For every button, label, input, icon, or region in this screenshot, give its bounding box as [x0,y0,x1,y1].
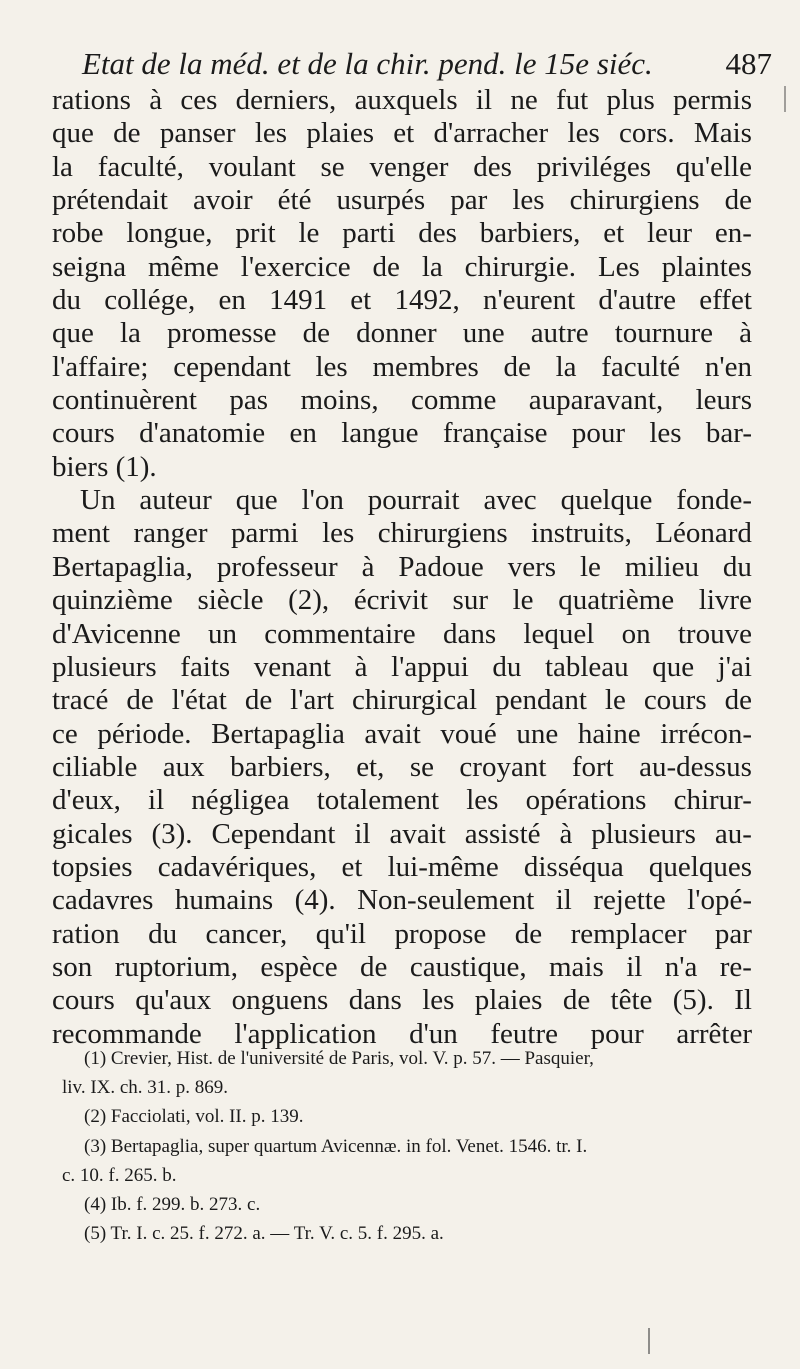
text-line: tracé de l'état de l'art chirurgical pendant le cours de [52,684,752,717]
footnote: (1) Crevier, Hist. de l'université de Paris, vol. V. p. 57. — Pasquier, [84,1048,594,1069]
text-line: ciliable aux barbiers, et, se croyant fort au-dessus [52,750,752,783]
text-line: quinzième siècle (2), écrivit sur le quatrième livre [52,584,752,617]
footnote-continuation: liv. IX. ch. 31. p. 869. [62,1077,229,1099]
text-line: Un auteur que l'on pourrait avec quelque fonde- [80,484,752,517]
text-line: que la promesse de donner une autre tournure à [52,317,752,350]
text-line: la faculté, voulant se venger des priviléges qu'elle [52,150,752,183]
text-line: d'Avicenne un commentaire dans lequel on trouve [52,617,752,650]
text-line: plusieurs faits venant à l'appui du tableau que j'ai [52,650,752,683]
text-line: l'affaire; cependant les membres de la faculté n'en [52,350,752,383]
text-line: rations à ces derniers, auxquels il ne fut plus permis [52,84,752,116]
text-line: continuèrent pas moins, comme auparavant, leurs [52,384,752,417]
text-line: cours d'anatomie en langue française pour les bar- [52,417,752,450]
text-line: ce période. Bertapaglia avait voué une haine irrécon- [52,717,752,750]
text-line: robe longue, prit le parti des barbiers, et leur en- [52,217,752,250]
running-header [82,40,772,88]
footnote: (2) Facciolati, vol. II. p. 139. [84,1106,304,1128]
text-line: biers (1). [52,450,157,483]
text-line: cadavres humains (4). Non-seulement il rejette l'opé- [52,884,752,917]
text-line: gicales (3). Cependant il avait assisté à plusieurs au- [52,817,752,850]
footnote: (4) Ib. f. 299. b. 273. c. [84,1193,261,1215]
text-line: recommande l'application d'un feutre pour arrêter [52,1017,752,1050]
text-line: cours qu'aux onguens dans les plaies de tête (5). Il [52,984,752,1017]
text-line: topsies cadavériques, et lui-même disséqua quelques [52,850,752,883]
page-number: 487 [725,46,772,81]
footnote: (5) Tr. I. c. 25. f. 272. a. — Tr. V. c. 5. f. 295. a. [84,1223,444,1245]
text-line: que de panser les plaies et d'arracher les cors. Mais [52,117,752,150]
margin-mark [784,86,786,112]
text-line: Bertapaglia, professeur à Padoue vers le milieu du [52,550,752,583]
footnote-continuation: c. 10. f. 265. b. [62,1164,177,1186]
running-title: Etat de la méd. et de la chir. pend. le 15e siéc. [82,46,653,81]
text-line: seigna même l'exercice de la chirurgie. Les plaintes [52,250,752,283]
text-line: prétendait avoir été usurpés par les chirurgiens de [52,184,752,217]
text-line: son ruptorium, espèce de caustique, mais il n'a re- [52,950,752,983]
text-line: ration du cancer, qu'il propose de remplacer par [52,917,752,950]
footnote: (3) Bertapaglia, super quartum Avicennæ. in fol. Venet. 1546. tr. I. [84,1135,588,1157]
text-line: d'eux, il négligea totalement les opérations chirur- [52,784,752,817]
body-text [52,84,752,1051]
margin-mark [648,1328,650,1354]
text-line: du collége, en 1491 et 1492, n'eurent d'autre effet [52,284,752,317]
text-line: ment ranger parmi les chirurgiens instruits, Léonard [52,517,752,550]
footnotes [62,1044,762,1248]
